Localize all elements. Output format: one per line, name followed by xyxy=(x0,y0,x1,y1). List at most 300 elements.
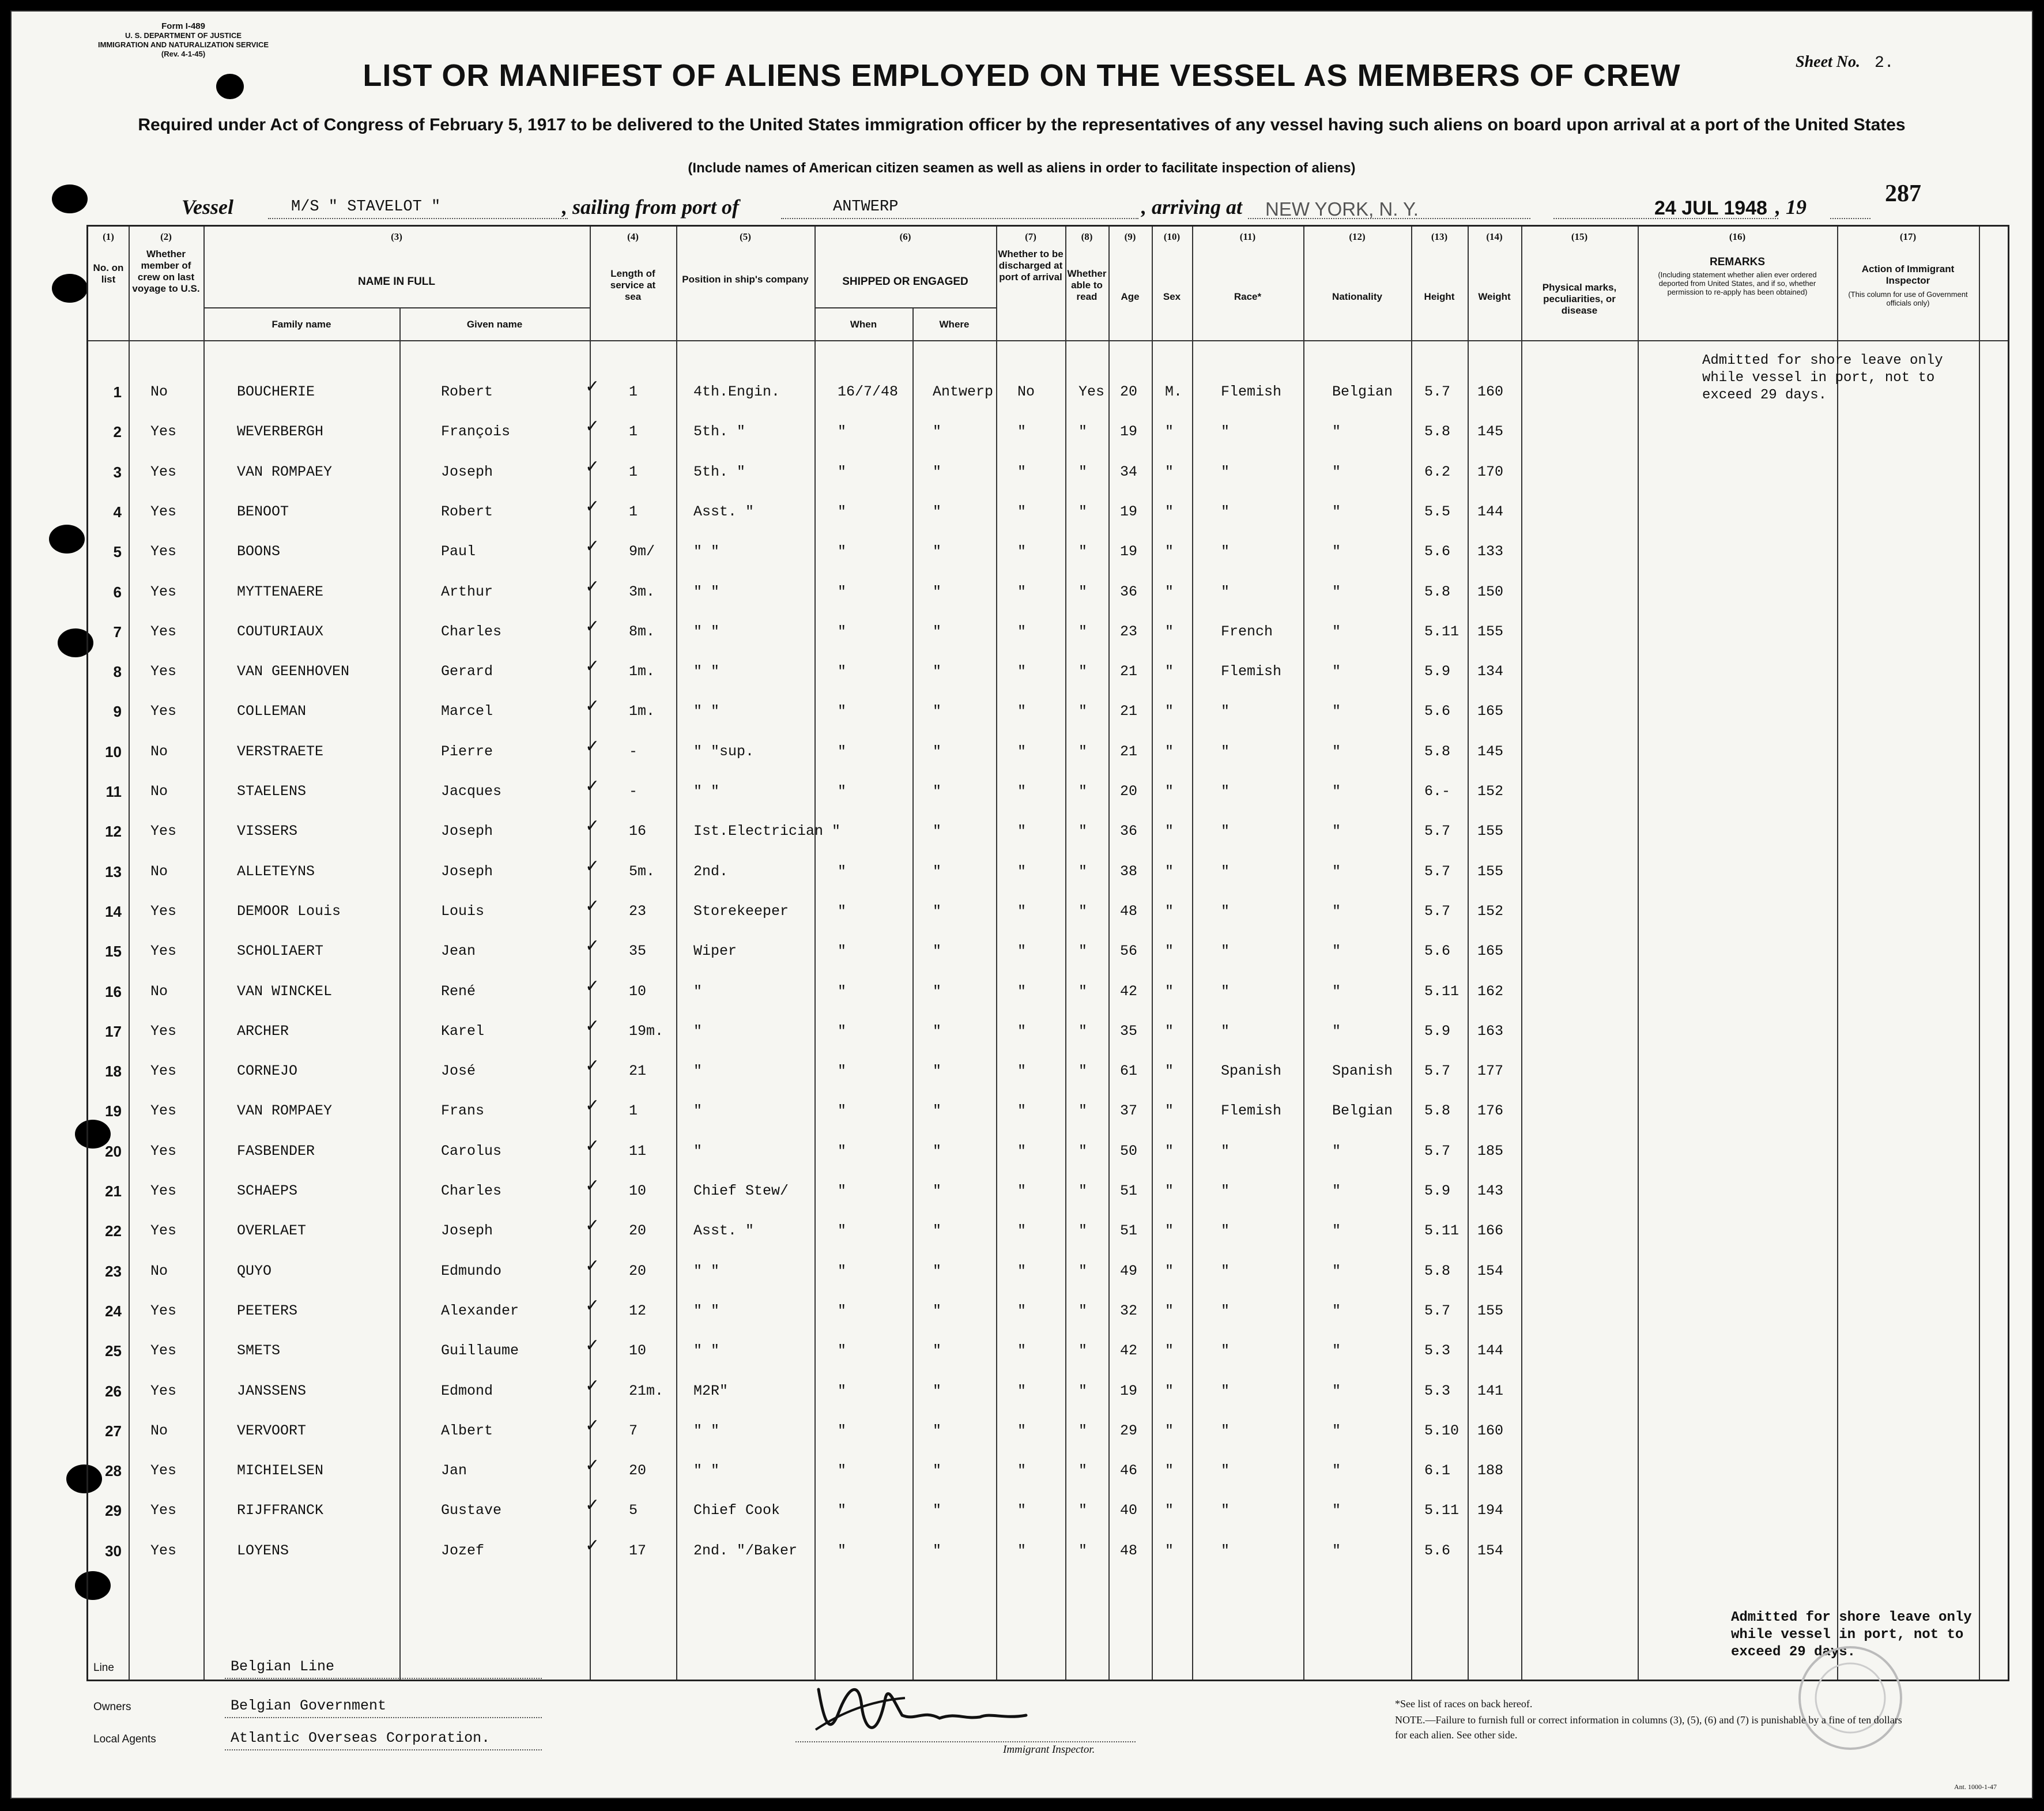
col-10-header: Sex xyxy=(1163,291,1181,302)
cell-when: " xyxy=(838,863,847,880)
cell-service: 23 xyxy=(629,903,647,920)
cell-where: " xyxy=(933,783,942,800)
cell-race: " xyxy=(1221,464,1230,480)
cell-prev: Yes xyxy=(150,583,177,600)
cell-age: 56 xyxy=(1120,943,1138,959)
cell-position: " " xyxy=(693,1263,720,1279)
family-name-header: Family name xyxy=(271,319,331,330)
cell-where: " xyxy=(933,703,942,720)
cell-service: 10 xyxy=(629,1342,647,1359)
agents-underline xyxy=(225,1749,542,1750)
cell-family: RIJFFRANCK xyxy=(237,1502,324,1519)
cell-family: BENOOT xyxy=(237,503,289,520)
cell-when: " xyxy=(838,1342,847,1359)
cell-service: 12 xyxy=(629,1302,647,1319)
cell-nationality: " xyxy=(1332,623,1341,640)
cell-nationality: Spanish xyxy=(1332,1063,1393,1079)
revision: (Rev. 4-1-45) xyxy=(161,50,206,58)
cell-where: " xyxy=(933,863,942,880)
line-label: Line xyxy=(93,1662,114,1674)
cell-service: 5m. xyxy=(629,863,655,880)
cell-family: CORNEJO xyxy=(237,1063,298,1079)
check-mark-icon: ✓ xyxy=(585,1296,600,1316)
cell-given: Joseph xyxy=(441,823,493,839)
check-mark-icon: ✓ xyxy=(585,816,600,836)
cell-nationality: " xyxy=(1332,1542,1341,1559)
cell-where: " xyxy=(933,943,942,959)
cell-sex: " xyxy=(1165,903,1174,920)
year-underline xyxy=(1830,218,1870,219)
cell-height: 5.3 xyxy=(1424,1342,1451,1359)
arriving-label: , arriving at xyxy=(1141,195,1243,219)
cell-sex: " xyxy=(1165,503,1174,520)
col-11-header: Race* xyxy=(1234,291,1262,302)
cell-family: BOONS xyxy=(237,543,281,560)
cell-given: René xyxy=(441,983,476,1000)
crew-table xyxy=(86,225,2009,1681)
cell-race: " xyxy=(1221,1023,1230,1040)
cell-prev: Yes xyxy=(150,1502,177,1519)
cell-weight: 160 xyxy=(1477,383,1504,400)
cell-height: 5.6 xyxy=(1424,1542,1451,1559)
cell-given: Carolus xyxy=(441,1143,502,1159)
vessel-line xyxy=(182,195,1968,223)
cell-age: 19 xyxy=(1120,503,1138,520)
cell-where: Antwerp xyxy=(933,383,994,400)
cell-age: 20 xyxy=(1120,383,1138,400)
cell-race: " xyxy=(1221,823,1230,839)
cell-service: - xyxy=(629,743,638,760)
cell-sex: " xyxy=(1165,1023,1174,1040)
cell-race: " xyxy=(1221,863,1230,880)
cell-sex: " xyxy=(1165,543,1174,560)
cell-read: " xyxy=(1078,1023,1088,1040)
cell-nationality: " xyxy=(1332,703,1341,720)
cell-weight: 155 xyxy=(1477,823,1504,839)
cell-discharged: " xyxy=(1017,903,1027,920)
row-number: 11 xyxy=(105,783,122,800)
cell-prev: Yes xyxy=(150,1023,177,1040)
cell-race: Flemish xyxy=(1221,663,1282,680)
cell-family: QUYO xyxy=(237,1263,272,1279)
cell-sex: " xyxy=(1165,1342,1174,1359)
cell-given: Robert xyxy=(441,383,493,400)
cell-nationality: " xyxy=(1332,1342,1341,1359)
cell-service: 3m. xyxy=(629,583,655,600)
cell-read: " xyxy=(1078,583,1088,600)
cell-given: Edmundo xyxy=(441,1263,502,1279)
cell-service: 1 xyxy=(629,423,638,440)
cell-weight: 143 xyxy=(1477,1183,1504,1199)
cell-height: 5.7 xyxy=(1424,1063,1451,1079)
sheet-number-value: 2. xyxy=(1875,54,1894,72)
cell-read: " xyxy=(1078,1383,1088,1399)
cell-when: " xyxy=(838,583,847,600)
cell-discharged: " xyxy=(1017,1023,1027,1040)
cell-sex: " xyxy=(1165,983,1174,1000)
cell-position: " " xyxy=(693,1302,720,1319)
cell-age: 49 xyxy=(1120,1263,1138,1279)
cell-family: VAN ROMPAEY xyxy=(237,1102,333,1119)
cell-where: " xyxy=(933,903,942,920)
cell-sex: " xyxy=(1165,1502,1174,1519)
row-number: 21 xyxy=(105,1183,122,1200)
penalty-note: NOTE.—Failure to furnish full or correct information in columns (3), (5), (6) and (7) is punishable by a fine of ten dollars for each alien. See other side. xyxy=(1395,1714,1902,1741)
col-6-header: SHIPPED OR ENGAGED xyxy=(842,276,968,288)
cell-discharged: " xyxy=(1017,623,1027,640)
cell-discharged: " xyxy=(1017,863,1027,880)
cell-height: 6.2 xyxy=(1424,464,1451,480)
cell-given: Arthur xyxy=(441,583,493,600)
cell-prev: Yes xyxy=(150,663,177,680)
cell-where: " xyxy=(933,983,942,1000)
cell-nationality: " xyxy=(1332,983,1341,1000)
cell-when: " xyxy=(838,743,847,760)
cell-race: Spanish xyxy=(1221,1063,1282,1079)
cell-sex: " xyxy=(1165,623,1174,640)
check-mark-icon: ✓ xyxy=(585,616,600,637)
cell-weight: 154 xyxy=(1477,1263,1504,1279)
cell-position: " " xyxy=(693,623,720,640)
cell-weight: 133 xyxy=(1477,543,1504,560)
row-number: 7 xyxy=(113,623,122,641)
cell-service: 8m. xyxy=(629,623,655,640)
cell-race: Flemish xyxy=(1221,383,1282,400)
inspector-underline xyxy=(795,1741,1136,1742)
cell-family: MYTTENAERE xyxy=(237,583,324,600)
row-number: 30 xyxy=(105,1542,122,1560)
row-number: 3 xyxy=(113,464,122,481)
cell-race: " xyxy=(1221,1183,1230,1199)
cell-height: 5.11 xyxy=(1424,1502,1460,1519)
form-number: Form I-489 xyxy=(161,21,205,31)
cell-height: 5.8 xyxy=(1424,423,1451,440)
cell-position: 2nd. "/Baker xyxy=(693,1542,798,1559)
cell-nationality: " xyxy=(1332,903,1341,920)
cell-age: 38 xyxy=(1120,863,1138,880)
cell-prev: Yes xyxy=(150,1462,177,1479)
cell-where: " xyxy=(933,1342,942,1359)
cell-sex: " xyxy=(1165,1302,1174,1319)
cell-given: Joseph xyxy=(441,863,493,880)
cell-nationality: " xyxy=(1332,1383,1341,1399)
cell-service: 11 xyxy=(629,1143,647,1159)
row-number: 8 xyxy=(113,663,122,680)
cell-sex: " xyxy=(1165,1063,1174,1079)
row-number: 22 xyxy=(105,1222,122,1240)
agents-label: Local Agents xyxy=(93,1733,156,1745)
col-13-number: (13) xyxy=(1431,231,1448,242)
cell-service: 1 xyxy=(629,503,638,520)
col-5-header: Position in ship's company xyxy=(682,274,809,285)
cell-age: 34 xyxy=(1120,464,1138,480)
cell-discharged: " xyxy=(1017,1183,1027,1199)
cell-weight: 160 xyxy=(1477,1422,1504,1439)
col-14-header: Weight xyxy=(1478,291,1511,302)
cell-where: " xyxy=(933,1542,942,1559)
cell-height: 5.11 xyxy=(1424,623,1460,640)
cell-where: " xyxy=(933,1063,942,1079)
col-10-number: (10) xyxy=(1163,231,1181,242)
service-name: IMMIGRATION AND NATURALIZATION SERVICE xyxy=(98,40,269,49)
cell-when: " xyxy=(838,503,847,520)
cell-family: VISSERS xyxy=(237,823,298,839)
cell-where: " xyxy=(933,1263,942,1279)
cell-race: " xyxy=(1221,903,1230,920)
cell-weight: 144 xyxy=(1477,1342,1504,1359)
cell-family: SMETS xyxy=(237,1342,281,1359)
cell-height: 5.8 xyxy=(1424,583,1451,600)
cell-discharged: " xyxy=(1017,1542,1027,1559)
cell-read: " xyxy=(1078,823,1088,839)
cell-age: 40 xyxy=(1120,1502,1138,1519)
cell-sex: " xyxy=(1165,1102,1174,1119)
cell-nationality: " xyxy=(1332,863,1341,880)
cell-prev: Yes xyxy=(150,464,177,480)
col-9-header: Age xyxy=(1121,291,1140,302)
cell-age: 48 xyxy=(1120,903,1138,920)
cell-when: " xyxy=(838,464,847,480)
cell-when: " xyxy=(838,943,847,959)
cell-when: " xyxy=(838,1143,847,1159)
punch-hole xyxy=(52,274,88,303)
cell-height: 5.9 xyxy=(1424,663,1451,680)
check-mark-icon: ✓ xyxy=(585,1256,600,1276)
cell-when: 16/7/48 xyxy=(838,383,899,400)
cell-where: " xyxy=(933,503,942,520)
check-mark-icon: ✓ xyxy=(585,1495,600,1515)
cell-position: " xyxy=(693,983,703,1000)
cell-where: " xyxy=(933,583,942,600)
cell-read: " xyxy=(1078,1342,1088,1359)
col-15-number: (15) xyxy=(1571,231,1588,242)
cell-where: " xyxy=(933,1383,942,1399)
given-name-header: Given name xyxy=(466,319,523,330)
cell-prev: Yes xyxy=(150,903,177,920)
cell-given: Joseph xyxy=(441,464,493,480)
col-3-number: (3) xyxy=(391,231,402,242)
check-mark-icon: ✓ xyxy=(585,736,600,756)
arrival-port: NEW YORK, N. Y. xyxy=(1265,198,1419,220)
cell-given: Marcel xyxy=(441,703,493,720)
cell-service: 21m. xyxy=(629,1383,664,1399)
cell-sex: " xyxy=(1165,863,1174,880)
cell-age: 48 xyxy=(1120,1542,1138,1559)
check-mark-icon: ✓ xyxy=(585,776,600,796)
arrival-underline xyxy=(1248,218,1530,219)
row-number: 10 xyxy=(105,743,122,760)
cell-family: VAN GEENHOVEN xyxy=(237,663,350,680)
cell-height: 5.5 xyxy=(1424,503,1451,520)
cell-sex: " xyxy=(1165,1183,1174,1199)
cell-when: " xyxy=(838,1302,847,1319)
col-12-number: (12) xyxy=(1349,231,1366,242)
cell-discharged: " xyxy=(1017,783,1027,800)
cell-height: 5.8 xyxy=(1424,1102,1451,1119)
cell-given: Joseph xyxy=(441,1222,493,1239)
cell-position: " " xyxy=(693,663,720,680)
cell-sex: " xyxy=(1165,1143,1174,1159)
cell-prev: Yes xyxy=(150,503,177,520)
col-17-header: Action of Immigrant Inspector xyxy=(1861,263,1955,286)
cell-position: M2R" xyxy=(693,1383,729,1399)
check-mark-icon: ✓ xyxy=(585,696,600,716)
cell-where: " xyxy=(933,823,942,839)
cell-prev: Yes xyxy=(150,423,177,440)
cell-nationality: " xyxy=(1332,1183,1341,1199)
cell-family: VAN WINCKEL xyxy=(237,983,333,1000)
cell-prev: Yes xyxy=(150,1102,177,1119)
check-mark-icon: ✓ xyxy=(585,1535,600,1556)
cell-given: José xyxy=(441,1063,476,1079)
cell-prev: Yes xyxy=(150,703,177,720)
row-number: 13 xyxy=(105,863,122,880)
cell-service: 16 xyxy=(629,823,647,839)
form-identifier xyxy=(98,22,269,59)
check-mark-icon: ✓ xyxy=(585,416,600,436)
cell-discharged: " xyxy=(1017,1143,1027,1159)
cell-nationality: " xyxy=(1332,503,1341,520)
vessel-underline xyxy=(268,218,568,219)
row-number: 5 xyxy=(113,543,122,560)
col-2-header: Whether member of crew on last voyage to U.S. xyxy=(132,249,200,294)
cell-read: " xyxy=(1078,1263,1088,1279)
inspector-label: Immigrant Inspector. xyxy=(1003,1744,1095,1756)
check-mark-icon: ✓ xyxy=(585,1056,600,1076)
check-mark-icon: ✓ xyxy=(585,496,600,517)
cell-age: 29 xyxy=(1120,1422,1138,1439)
cell-service: 21 xyxy=(629,1063,647,1079)
cell-read: " xyxy=(1078,1422,1088,1439)
cell-weight: 162 xyxy=(1477,983,1504,1000)
cell-sex: " xyxy=(1165,1383,1174,1399)
cell-race: " xyxy=(1221,943,1230,959)
cell-where: " xyxy=(933,1102,942,1119)
cell-position: " " xyxy=(693,1342,720,1359)
cell-read: " xyxy=(1078,623,1088,640)
cell-nationality: " xyxy=(1332,543,1341,560)
row-number: 29 xyxy=(105,1502,122,1519)
cell-read: " xyxy=(1078,1102,1088,1119)
col-1-number: (1) xyxy=(103,231,114,242)
cell-height: 5.9 xyxy=(1424,1183,1451,1199)
cell-given: Frans xyxy=(441,1102,485,1119)
check-mark-icon: ✓ xyxy=(585,936,600,956)
cell-given: Karel xyxy=(441,1023,485,1040)
cell-discharged: " xyxy=(1017,1462,1027,1479)
cell-height: 5.7 xyxy=(1424,383,1451,400)
cell-family: SCHAEPS xyxy=(237,1183,298,1199)
owners-label: Owners xyxy=(93,1701,131,1713)
cell-discharged: No xyxy=(1017,383,1035,400)
cell-race: " xyxy=(1221,423,1230,440)
department: U. S. DEPARTMENT OF JUSTICE xyxy=(125,31,242,40)
check-mark-icon: ✓ xyxy=(585,1176,600,1196)
date-stamp: 24 JUL 1948 xyxy=(1654,197,1767,219)
cell-weight: 165 xyxy=(1477,943,1504,959)
cell-height: 5.6 xyxy=(1424,543,1451,560)
cell-service: 10 xyxy=(629,983,647,1000)
check-mark-icon: ✓ xyxy=(585,896,600,916)
cell-read: " xyxy=(1078,1143,1088,1159)
cell-discharged: " xyxy=(1017,503,1027,520)
col-16-number: (16) xyxy=(1729,231,1746,242)
cell-position: 5th. " xyxy=(693,464,746,480)
cell-age: 42 xyxy=(1120,983,1138,1000)
cell-where: " xyxy=(933,623,942,640)
cell-prev: No xyxy=(150,783,168,800)
cell-weight: 165 xyxy=(1477,703,1504,720)
cell-when: " xyxy=(838,1023,847,1040)
cell-race: " xyxy=(1221,1502,1230,1519)
cell-age: 21 xyxy=(1120,743,1138,760)
cell-read: " xyxy=(1078,543,1088,560)
cell-age: 21 xyxy=(1120,663,1138,680)
cell-age: 37 xyxy=(1120,1102,1138,1119)
row-number: 18 xyxy=(105,1063,122,1080)
check-mark-icon: ✓ xyxy=(585,1016,600,1036)
cell-family: FASBENDER xyxy=(237,1143,315,1159)
check-mark-icon: ✓ xyxy=(585,577,600,597)
sheet-number xyxy=(1796,53,1894,72)
cell-discharged: " xyxy=(1017,703,1027,720)
cell-position: Storekeeper xyxy=(693,903,789,920)
cell-service: 5 xyxy=(629,1502,638,1519)
races-note: *See list of races on back hereof. xyxy=(1395,1698,1533,1710)
cell-race: " xyxy=(1221,583,1230,600)
date-underline xyxy=(1553,218,1778,219)
cell-family: JANSSENS xyxy=(237,1383,307,1399)
remark-top: Admitted for shore leave only while vessel in port, not to exceed 29 days. xyxy=(1702,353,1943,403)
cell-where: " xyxy=(933,663,942,680)
col-16-subheader: (Including statement whether alien ever ordered deported from United States, and if so, whether permission to re-apply has been obtained) xyxy=(1658,270,1817,296)
year-label: , 19 xyxy=(1775,195,1807,219)
sheet-number-label: Sheet No. xyxy=(1796,53,1860,71)
check-mark-icon: ✓ xyxy=(585,1215,600,1236)
col-7-header: Whether to be discharged at port of arrival xyxy=(998,249,1064,283)
cell-nationality: " xyxy=(1332,943,1341,959)
cell-when: " xyxy=(838,1102,847,1119)
cell-prev: Yes xyxy=(150,1383,177,1399)
cell-weight: 134 xyxy=(1477,663,1504,680)
cell-age: 42 xyxy=(1120,1342,1138,1359)
cell-where: " xyxy=(933,464,942,480)
cell-service: 20 xyxy=(629,1222,647,1239)
cell-discharged: " xyxy=(1017,1302,1027,1319)
cell-race: " xyxy=(1221,1422,1230,1439)
cell-weight: 144 xyxy=(1477,503,1504,520)
cell-where: " xyxy=(933,1462,942,1479)
cell-given: François xyxy=(441,423,511,440)
cell-nationality: Belgian xyxy=(1332,1102,1393,1119)
cell-position: " " xyxy=(693,1422,720,1439)
vessel-label: Vessel xyxy=(182,195,233,219)
cell-family: VERSTRAETE xyxy=(237,743,324,760)
cell-height: 5.8 xyxy=(1424,743,1451,760)
col-4-number: (4) xyxy=(627,231,639,242)
cell-read: " xyxy=(1078,1502,1088,1519)
cell-position: " " xyxy=(693,1462,720,1479)
cell-nationality: " xyxy=(1332,1023,1341,1040)
col-13-header: Height xyxy=(1424,291,1455,302)
cell-height: 5.7 xyxy=(1424,823,1451,839)
cell-height: 5.7 xyxy=(1424,1143,1451,1159)
cell-read: " xyxy=(1078,703,1088,720)
departure-port: ANTWERP xyxy=(833,198,899,216)
line-underline xyxy=(225,1678,542,1679)
cell-height: 5.6 xyxy=(1424,703,1451,720)
cell-discharged: " xyxy=(1017,543,1027,560)
